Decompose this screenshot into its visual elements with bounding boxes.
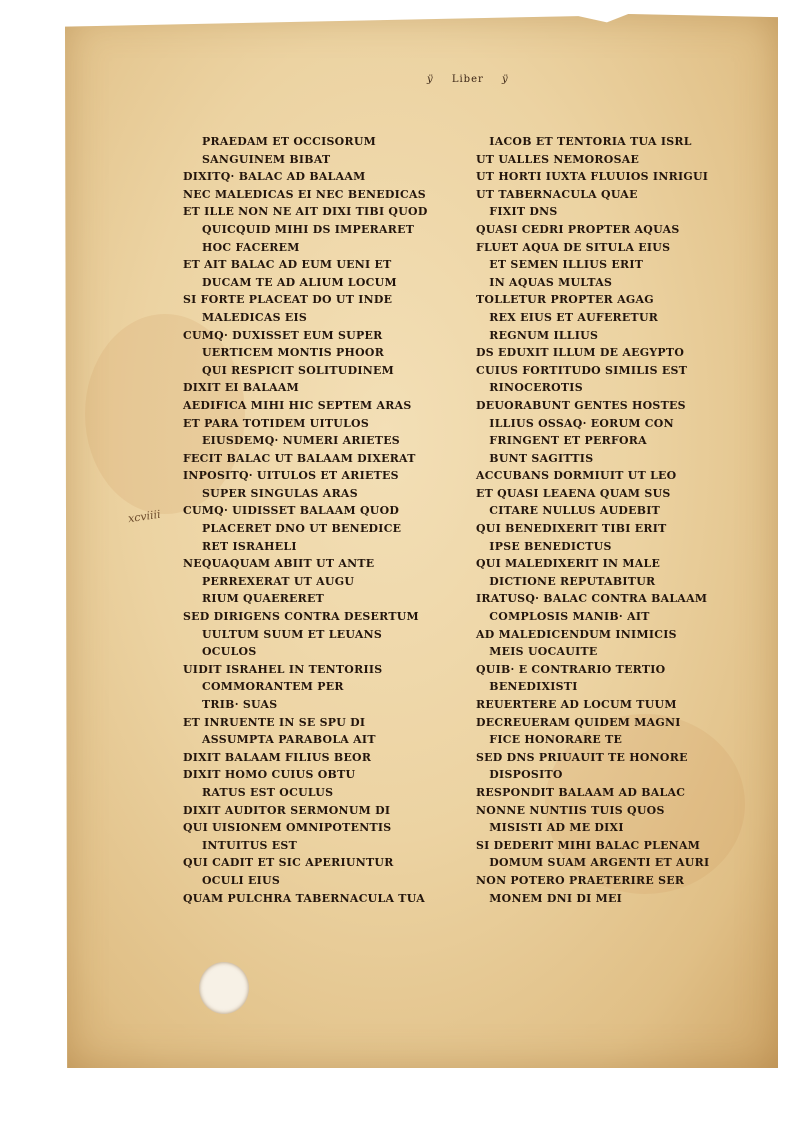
text-line: DIXITQ· BALAC AD BALAAM — [183, 169, 366, 184]
text-line: HOC FACEREM — [202, 239, 300, 254]
header-mark-right: ÿ — [501, 74, 509, 85]
text-line: ET AIT BALAC AD EUM UENI ET — [183, 257, 392, 272]
text-line: RESPONDIT BALAAM AD BALAC — [476, 784, 686, 799]
text-line: SED DNS PRIUAUIT TE HONORE — [476, 749, 688, 764]
running-header — [413, 74, 523, 85]
text-line: QUASI CEDRI PROPTER AQUAS — [476, 221, 680, 236]
text-line: TRIB· SUAS — [202, 697, 278, 711]
text-line: UERTICEM MONTIS PHOOR — [202, 345, 385, 360]
text-line: DIXIT HOMO CUIUS OBTU — [183, 767, 356, 782]
text-line: DIXIT AUDITOR SERMONUM DI — [183, 802, 391, 817]
text-line: ET SEMEN ILLIUS ERIT — [489, 257, 644, 272]
text-line: UIDIT ISRAHEL IN TENTORIIS — [183, 661, 383, 676]
text-line: NON POTERO PRAETERIRE SER — [476, 872, 685, 887]
text-line: IPSE BENEDICTUS — [489, 538, 612, 553]
text-line: TOLLETUR PROPTER AGAG — [476, 292, 654, 307]
text-line: ASSUMPTA PARABOLA AIT — [202, 732, 376, 747]
text-line: BENEDIXISTI — [489, 679, 578, 694]
text-line: COMMORANTEM PER — [202, 679, 344, 694]
text-line: COMPLOSIS MANIB· AIT — [489, 609, 650, 624]
text-line: SED DIRIGENS CONTRA DESERTUM — [183, 609, 419, 624]
text-line: REX EIUS ET AUFERETUR — [489, 309, 659, 324]
text-line: QUI BENEDIXERIT TIBI ERIT — [476, 521, 667, 536]
text-line: MISISTI AD ME DIXI — [489, 820, 624, 835]
parchment-hole — [199, 962, 249, 1014]
text-line: SI FORTE PLACEAT DO UT INDE — [183, 292, 393, 307]
text-line: UT TABERNACULA QUAE — [476, 186, 638, 201]
text-line: QUIB· E CONTRARIO TERTIO — [476, 661, 666, 676]
text-line: FICE HONORARE TE — [489, 732, 623, 747]
text-line: ET ILLE NON NE AIT DIXI TIBI QUOD — [183, 204, 428, 219]
text-line: REGNUM ILLIUS — [489, 327, 599, 342]
text-line: QUICQUID MIHI DS IMPERARET — [202, 221, 415, 236]
text-line: CITARE NULLUS AUDEBIT — [489, 503, 661, 518]
text-line: FIXIT DNS — [489, 204, 558, 219]
text-line: UT UALLES NEMOROSAE — [476, 151, 640, 166]
text-line: IACOB ET TENTORIA TUA ISRL — [489, 134, 692, 148]
text-line: UT HORTI IUXTA FLUUIOS INRIGUI — [476, 169, 709, 184]
text-line: CUIUS FORTITUDO SIMILIS EST — [476, 362, 688, 377]
text-line: OCULI EIUS — [202, 872, 281, 887]
text-line: ET QUASI LEAENA QUAM SUS — [476, 485, 671, 500]
text-line: NONNE NUNTIIS TUIS QUOS — [476, 802, 665, 817]
text-line: PERREXERAT UT AUGU — [202, 573, 355, 588]
text-line: ET PARA TOTIDEM UITULOS — [183, 415, 370, 430]
text-line: ACCUBANS DORMIUIT UT LEO — [476, 468, 677, 483]
header-mark-left: ÿ — [427, 74, 434, 85]
left-column — [183, 133, 440, 907]
header-title: Liber — [451, 74, 484, 85]
text-line: NEQUAQUAM ABIIT UT ANTE — [183, 556, 375, 571]
text-line: QUAM PULCHRA TABERNACULA TUA — [183, 890, 425, 905]
text-line: ILLIUS OSSAQ· EORUM CON — [489, 415, 674, 430]
text-line: FRINGENT ET PERFORA — [489, 433, 647, 448]
text-line: RIUM QUAERERET — [202, 591, 325, 606]
text-line: INPOSITQ· UITULOS ET ARIETES — [183, 468, 399, 483]
text-line: NEC MALEDICAS EI NEC BENEDICAS — [183, 186, 426, 201]
text-line: QUI MALEDIXERIT IN MALE — [476, 556, 661, 571]
text-line: QUI CADIT ET SIC APERIUNTUR — [183, 855, 394, 870]
text-line: PRAEDAM ET OCCISORUM — [202, 134, 377, 148]
text-line: RATUS EST OCULUS — [202, 784, 334, 799]
text-line: IRATUSQ· BALAC CONTRA BALAAM — [476, 591, 708, 606]
text-line: DEUORABUNT GENTES HOSTES — [476, 397, 686, 412]
text-line: DIXIT BALAAM FILIUS BEOR — [183, 749, 372, 764]
margin-note: xcviiii — [127, 507, 162, 526]
text-line: RINOCEROTIS — [489, 380, 583, 395]
text-line: EIUSDEMQ· NUMERI ARIETES — [202, 433, 400, 448]
text-line: DECREUERAM QUIDEM MAGNI — [476, 714, 681, 729]
text-line: AEDIFICA MIHI HIC SEPTEM ARAS — [183, 397, 412, 412]
text-line: DICTIONE REPUTABITUR — [489, 573, 656, 588]
text-line: IN AQUAS MULTAS — [489, 274, 613, 289]
text-line: BUNT SAGITTIS — [489, 450, 594, 465]
text-line: CUMQ· DUXISSET EUM SUPER — [183, 327, 383, 342]
text-line: REUERTERE AD LOCUM TUUM — [476, 697, 677, 711]
text-line: DS EDUXIT ILLUM DE AEGYPTO — [476, 345, 685, 360]
text-line: DOMUM SUAM ARGENTI ET AURI — [489, 855, 710, 870]
text-line: DISPOSITO — [489, 767, 563, 782]
text-line: SANGUINEM BIBAT — [202, 151, 331, 166]
text-line: RET ISRAHELI — [202, 538, 297, 553]
text-line: AD MALEDICENDUM INIMICIS — [476, 626, 677, 641]
text-line: QUI UISIONEM OMNIPOTENTIS — [183, 820, 392, 835]
text-line: ET INRUENTE IN SE SPU DI — [183, 714, 366, 729]
right-column — [476, 133, 722, 907]
text-line: DUCAM TE AD ALIUM LOCUM — [202, 274, 397, 289]
text-line: SI DEDERIT MIHI BALAC PLENAM — [476, 837, 701, 852]
text-line: UULTUM SUUM ET LEUANS — [202, 626, 383, 641]
text-line: PLACERET DNO UT BENEDICE — [202, 521, 402, 536]
text-line: OCULOS — [202, 644, 257, 659]
text-line: SUPER SINGULAS ARAS — [202, 485, 358, 500]
text-line: MONEM DNI DI MEI — [489, 890, 622, 905]
text-line: DIXIT EI BALAAM — [183, 380, 300, 395]
text-line: QUI RESPICIT SOLITUDINEM — [202, 362, 395, 377]
text-line: FECIT BALAC UT BALAAM DIXERAT — [183, 450, 416, 465]
text-line: CUMQ· UIDISSET BALAAM QUOD — [183, 503, 400, 518]
text-line: INTUITUS EST — [202, 837, 297, 852]
text-line: MEIS UOCAUITE — [489, 644, 598, 659]
text-line: FLUET AQUA DE SITULA EIUS — [476, 239, 671, 254]
text-line: MALEDICAS EIS — [202, 309, 308, 324]
